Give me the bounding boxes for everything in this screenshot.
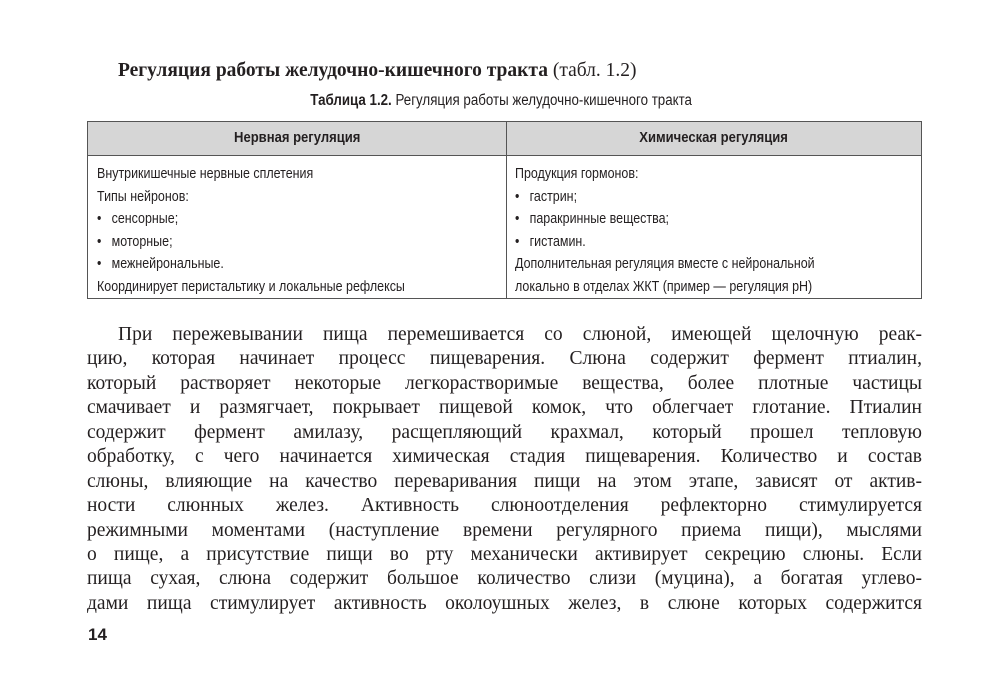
table-header-row: [88, 122, 921, 156]
paragraph-line: ности слюнных желез. Активность слюноотделения рефлекторно стимулируется: [87, 495, 922, 517]
paragraph-line: дами пища стимулирует активность околоушных желез, в слюне которых содержится: [87, 592, 922, 614]
paragraph-line: обработку, с чего начинается химическая стадия пищеварения. Количество и состав: [87, 446, 922, 468]
page-number: 14: [88, 625, 107, 644]
table-line: • паракринные вещества;: [515, 208, 815, 231]
bullet-icon: •: [97, 256, 102, 272]
paragraph-line: смачивает и размягчает, покрывает пищевой комок, что облегчает глотание. Птиалин: [87, 397, 922, 419]
table-caption-label: Таблица 1.2.: [310, 92, 392, 109]
paragraph-line: цию, которая начинает процесс пищеварения. Слюна содержит фермент птиалин,: [87, 348, 922, 370]
paragraph-line: который растворяет некоторые легкорастворимые вещества, более плотные частицы: [87, 372, 922, 394]
paragraph-line: о пище, а присутствие пищи во рту механически активирует секрецию слюны. Если: [87, 543, 922, 565]
bullet-icon: •: [515, 188, 520, 205]
regulation-table: [87, 121, 922, 299]
table-column-divider: [506, 122, 507, 298]
table-line: локально в отделах ЖКТ (пример — регуляция pH): [515, 278, 813, 295]
bullet-icon: •: [97, 233, 102, 250]
bullet-icon: •: [97, 211, 102, 227]
paragraph-line: пища сухая, слюна содержит большое количество слизи (муцина), а богатая углево-: [87, 568, 922, 590]
section-heading: [118, 58, 637, 84]
table-line: • моторные;: [97, 231, 405, 254]
paragraph-line: режимными моментами (наступление времени регулярного приема пищи), мыслями: [87, 519, 922, 541]
table-line: • сенсорные;: [97, 208, 405, 231]
table-caption: [71, 91, 931, 111]
paragraph-line: слюны, влияющие на качество переваривания пищи на этом этапе, зависят от актив-: [87, 470, 922, 492]
bullet-icon: •: [515, 233, 520, 250]
section-heading-ref: (табл. 1.2): [547, 60, 637, 81]
table-line: • гистамин.: [515, 231, 815, 254]
paragraph-line: При пережевывании пища перемешивается со слюной, имеющей щелочную реак-: [118, 324, 922, 345]
table-line: • гастрин;: [515, 186, 815, 209]
table-header-nervous: Нервная регуляция: [233, 130, 361, 146]
table-line: Внутрикишечные нервные сплетения: [97, 166, 314, 182]
table-line: • межнейрональные.: [97, 253, 405, 276]
body-paragraph: [87, 323, 922, 616]
table-line: Типы нейронов:: [97, 188, 189, 205]
paragraph-line: содержит фермент амилазу, расщепляющий крахмал, который прошел тепловую: [87, 421, 922, 443]
table-cell-chemical: [515, 163, 863, 298]
table-line: Координирует перистальтику и локальные рефлексы: [97, 278, 405, 295]
table-line: Продукция гормонов:: [515, 166, 639, 182]
table-header-chemical: Химическая регуляция: [639, 130, 788, 146]
table-cell-nervous: [97, 163, 455, 298]
section-heading-title: Регуляция работы желудочно-кишечного тракта: [118, 60, 548, 81]
table-caption-text: Регуляция работы желудочно-кишечного тракта: [391, 92, 692, 109]
table-line: Дополнительная регуляция вместе с нейрональной: [515, 256, 815, 272]
bullet-icon: •: [515, 211, 520, 227]
